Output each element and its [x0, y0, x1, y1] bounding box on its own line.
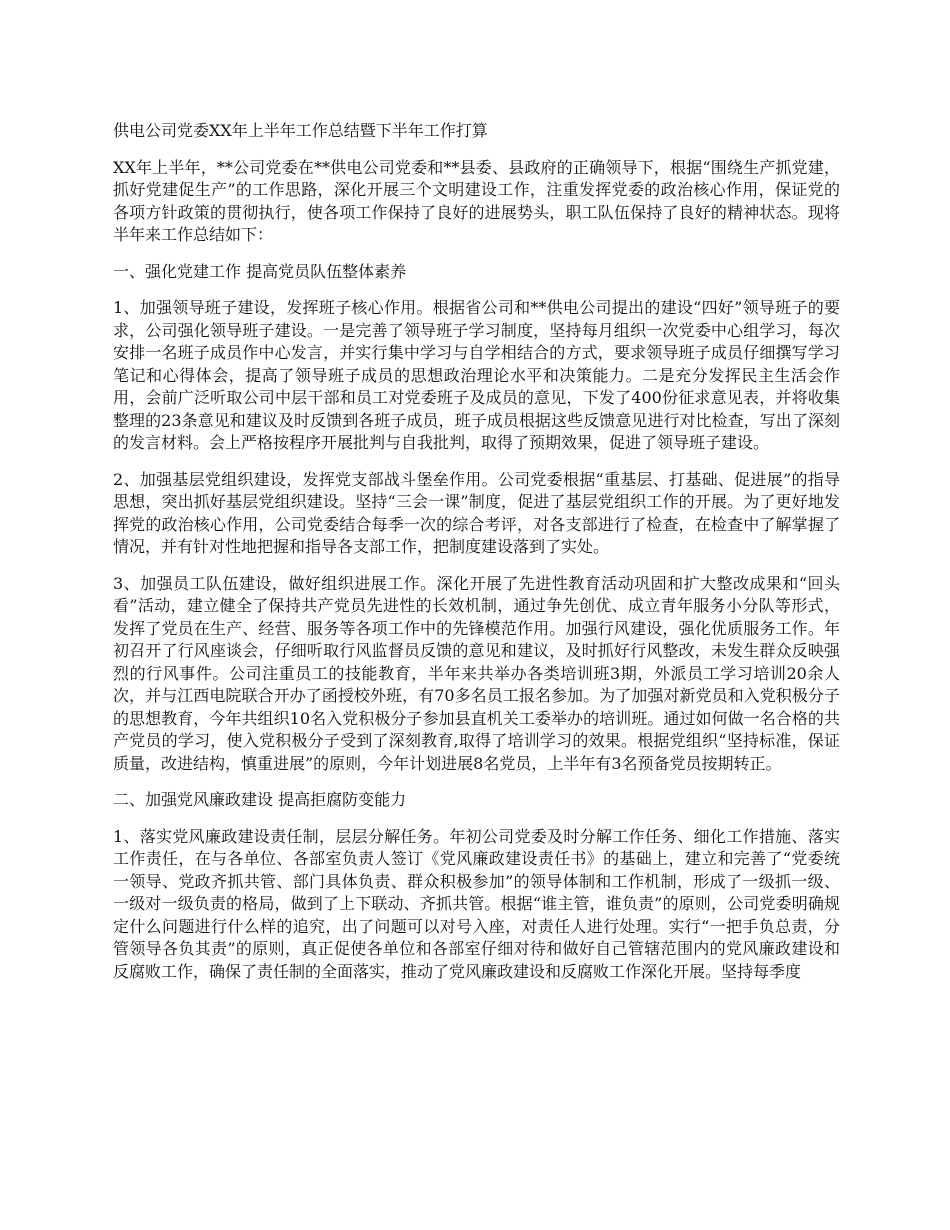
section-1-paragraph-3: 3、加强员工队伍建设，做好组织进展工作。深化开展了先进性教育活动巩固和扩大整改成果和“回头看”活动，建立健全了保持共产党员先进性的长效机制，通过争先创优、成立青年服务小分队等形式，发挥了党员在生产、经营、服务等各项工作中的先锋模范作用。加强行风建设，强化优质服务工作。年初召开了行风座谈会，仔细听取行风监督员反馈的意见和建议，及时抓好行风整改，未发生群众反映强烈的行风事件。公司注重员工的技能教育，半年来共举办各类培训班3期，外派员工学习培训20余人次，并与江西电院联合开办了函授校外班，有70多名员工报名参加。为了加强对新党员和入党积极分子的思想教育，今年共组织10名入党积极分子参加县直机关工委举办的培训班。通过如何做一名合格的共产党员的学习，使入党积极分子受到了深刻教育,取得了培训学习的效果。根据党组织“坚持标准，保证质量，改进结构，慎重进展”的原则，今年计划进展8名党员，上半年有3名预备党员按期转正。 — [113, 573, 840, 773]
section-1-paragraph-2: 2、加强基层党组织建设，发挥党支部战斗堡垒作用。公司党委根据“重基层、打基础、促进展”的指导思想，突出抓好基层党组织建设。坚持“三会一课”制度，促进了基层党组织工作的开展。为了更好地发挥党的政治核心作用，公司党委结合每季一次的综合考评，对各支部进行了检查，在检查中了解掌握了情况，并有针对性地把握和指导各支部工作，把制度建设落到了实处。 — [113, 469, 840, 556]
document-title: 供电公司党委XX年上半年工作总结暨下半年工作打算 — [113, 121, 488, 140]
intro-paragraph: XX年上半年，**公司党委在**供电公司党委和**县委、县政府的正确领导下，根据“围绕生产抓党建，抓好党建促生产”的工作思路，深化开展三个文明建设工作，注重发挥党委的政治核心作用，保证党的各项方针政策的贯彻执行，使各项工作保持了良好的进展势头，职工队伍保持了良好的精神状态。现将半年来工作总结如下： — [113, 157, 840, 244]
section-2-heading: 二、加强党风廉政建设 提高拒腐防变能力 — [113, 790, 407, 809]
document-page — [113, 120, 840, 997]
section-1-paragraph-1: 1、加强领导班子建设，发挥班子核心作用。根据省公司和**供电公司提出的建设“四好”领导班子的要求，公司强化领导班子建设。一是完善了领导班子学习制度，坚持每月组织一次党委中心组学习，每次安排一名班子成员作中心发言，并实行集中学习与自学相结合的方式，要求领导班子成员仔细撰写学习笔记和心得体会，提高了领导班子成员的思想政治理论水平和决策能力。二是充分发挥民主生活会作用，会前广泛听取公司中层干部和员工对党委班子及成员的意见，下发了400份征求意见表，并将收集整理的23条意见和建议及时反馈到各班子成员，班子成员根据这些反馈意见进行对比检查，写出了深刻的发言材料。会上严格按程序开展批判与自我批判，取得了预期效果，促进了领导班子建设。 — [113, 298, 840, 452]
section-2-paragraph-1: 1、落实党风廉政建设责任制，层层分解任务。年初公司党委及时分解工作任务、细化工作措施、落实工作责任，在与各单位、各部室负责人签订《党风廉政建设责任书》的基础上，建立和完善了“党委统一领导、党政齐抓共管、部门具体负责、群众积极参加”的领导体制和工作机制，形成了一级抓一级、一级对一级负责的格局，做到了上下联动、齐抓共管。根据“谁主管，谁负责”的原则，公司党委明确规定什么问题进行什么样的追究，出了问题可以对号入座，对责任人进行处理。实行“一把手负总责，分管领导各负其责”的原则，真正促使各单位和各部室仔细对待和做好自己管辖范围内的党风廉政建设和反腐败工作，确保了责任制的全面落实，推动了党风廉政建设和反腐败工作深化开展。坚持每季度 — [113, 826, 840, 981]
section-1-heading: 一、强化党建工作 提高党员队伍整体素养 — [113, 261, 407, 281]
